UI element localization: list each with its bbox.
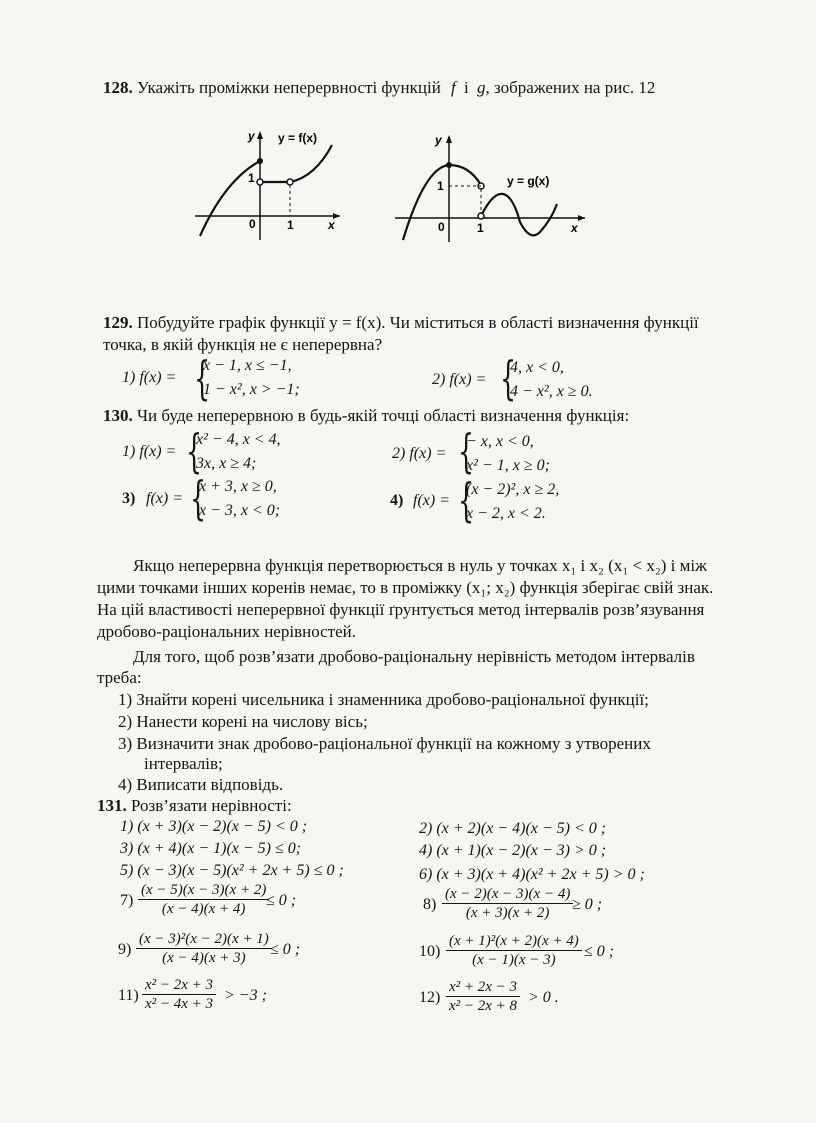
- problem-129-line1: [103, 313, 699, 333]
- x-axis-arrow: [578, 215, 585, 221]
- theory-para2-line2: треба:: [97, 668, 142, 687]
- ineq-8-label: 8): [423, 896, 437, 913]
- graph-f: [190, 125, 350, 245]
- brace: {: [458, 473, 475, 527]
- ineq-11-relation: > −3 ;: [224, 987, 267, 1004]
- step-2: 2) Нанести корені на числову вісь;: [118, 712, 368, 731]
- problem-129-line2: точка, в якій функція не є неперервна?: [103, 335, 383, 354]
- ineq-12-fraction: [446, 978, 520, 1015]
- problem-number: 128.: [103, 78, 133, 97]
- problem-130-header: [103, 406, 629, 426]
- numerator: (x − 2)(x − 3)(x − 4): [442, 885, 573, 904]
- denominator: x² − 2x + 8: [449, 998, 518, 1014]
- p129-item2-label: 2) f(x) =: [432, 371, 487, 388]
- y-axis-arrow: [257, 131, 263, 139]
- numerator: (x − 5)(x − 3)(x + 2): [138, 881, 269, 900]
- tick-label-x1: 1: [287, 218, 294, 232]
- brace: {: [186, 424, 203, 478]
- numerator: x² − 2x + 3: [142, 976, 216, 995]
- ineq-8-relation: ≥ 0 ;: [572, 896, 603, 913]
- ineq-1: 1) (x + 3)(x − 2)(x − 5) < 0 ;: [120, 818, 308, 835]
- ineq-3: 3) (x + 4)(x − 1)(x − 5) ≤ 0;: [120, 840, 302, 857]
- ineq-7-label: 7): [120, 892, 134, 909]
- and-word: і: [464, 78, 469, 97]
- ineq-9-label: 9): [118, 941, 132, 958]
- brace: {: [500, 351, 517, 405]
- ineq-9-fraction: [136, 930, 272, 967]
- ineq-8-fraction: [442, 885, 573, 922]
- p130-item3-top: x + 3, x ≥ 0,: [199, 478, 277, 495]
- numerator: (x − 3)²(x − 2)(x + 1): [136, 930, 272, 949]
- p129-item1-bottom: 1 − x², x > −1;: [203, 381, 300, 398]
- p130-item1-label: 1) f(x) =: [122, 443, 177, 460]
- p129-item2-top: 4, x < 0,: [510, 359, 564, 376]
- ineq-7-relation: ≤ 0 ;: [266, 892, 297, 909]
- theory-para1-line2: цими точками інших коренів немає, то в проміжку (x₁; x₂) функція зберігає свій знак.: [97, 578, 714, 597]
- tick-label-y1: 1: [248, 171, 255, 185]
- brace: {: [458, 424, 475, 478]
- ineq-11-fraction: [142, 976, 216, 1013]
- p130-item4-fx: f(x) =: [413, 492, 450, 509]
- ineq-11-label: 11): [118, 987, 139, 1004]
- ineq-10-label: 10): [419, 943, 441, 960]
- p130-item2-bottom: x² − 1, x ≥ 0;: [466, 457, 550, 474]
- ineq-12-relation: > 0 .: [528, 989, 559, 1006]
- x-label: x: [328, 218, 335, 232]
- problem-number: 130.: [103, 406, 133, 425]
- denominator: (x + 3)(x + 2): [465, 905, 550, 921]
- ineq-12-label: 12): [419, 989, 441, 1006]
- tick-label-y1: 1: [437, 179, 444, 193]
- p130-item2-top: − x, x < 0,: [466, 433, 534, 450]
- brace: {: [194, 351, 211, 405]
- problem-number: 131.: [97, 796, 127, 815]
- func-label: y = f(x): [278, 131, 318, 145]
- y-label: y: [248, 129, 255, 143]
- ineq-9-relation: ≤ 0 ;: [270, 941, 301, 958]
- theory-para1-line3: На цій властивості неперервної функції ґрунтується метод інтервалів розв’язування: [97, 600, 705, 619]
- p130-item1-bottom: 3x, x ≥ 4;: [196, 455, 257, 472]
- problem-131-header: [97, 796, 292, 816]
- ineq-7-fraction: [138, 881, 269, 918]
- step-1: 1) Знайти корені чисельника і знаменника дробово-раціональної функції;: [118, 690, 649, 709]
- theory-para1-line1: Якщо неперервна функція перетворюється в нуль у точках x₁ і x₂ (x₁ < x₂) і між: [133, 556, 707, 575]
- denominator: x² − 4x + 3: [145, 996, 214, 1012]
- ineq-2: 2) (x + 2)(x − 4)(x − 5) < 0 ;: [419, 820, 607, 837]
- brace: {: [190, 471, 207, 525]
- p130-item1-top: x² − 4, x < 4,: [196, 431, 281, 448]
- p129-item2-bottom: 4 − x², x ≥ 0.: [510, 383, 593, 400]
- denominator: (x − 4)(x + 4): [161, 901, 246, 917]
- ineq-10-relation: ≤ 0 ;: [584, 943, 615, 960]
- step-3: 3) Визначити знак дробово-раціональної функції на кожному з утворених: [118, 734, 651, 753]
- origin-label: 0: [438, 220, 445, 234]
- curve-wave: [481, 194, 557, 235]
- p129-item1-top: x − 1, x ≤ −1,: [203, 357, 292, 374]
- problem-text: Укажіть проміжки неперервності функцій: [137, 78, 441, 97]
- theory-para1-line4: дробово-раціональних нерівностей.: [97, 622, 356, 641]
- graph-g: [395, 132, 600, 247]
- numerator: x² + 2x − 3: [446, 978, 520, 997]
- problem-text: Розв’язати нерівності:: [131, 796, 292, 815]
- p130-item2-label: 2) f(x) =: [392, 445, 447, 462]
- ineq-5: 5) (x − 3)(x − 5)(x² + 2x + 5) ≤ 0 ;: [120, 862, 344, 879]
- open-point: [257, 179, 263, 185]
- problem-text: Побудуйте графік функції y = f(x). Чи міститься в області визначення функції: [137, 313, 699, 332]
- ineq-4: 4) (x + 1)(x − 2)(x − 3) > 0 ;: [419, 842, 607, 859]
- problem-text: Чи буде неперервною в будь-якій точці області визначення функція:: [137, 406, 630, 425]
- numerator: (x + 1)²(x + 2)(x + 4): [446, 932, 582, 951]
- p130-item3-bottom: x − 3, x < 0;: [199, 502, 281, 519]
- step-4: 4) Виписати відповідь.: [118, 775, 284, 794]
- y-label: y: [435, 133, 442, 147]
- ineq-10-fraction: [446, 932, 582, 969]
- y-axis-arrow: [446, 135, 452, 143]
- p130-item4-bottom: x − 2, x < 2.: [466, 505, 546, 522]
- problem-number: 129.: [103, 313, 133, 332]
- p129-item1-label: 1) f(x) =: [122, 369, 177, 386]
- p130-item3-fx: f(x) =: [146, 490, 183, 507]
- problem-128-header: [103, 78, 655, 98]
- curve-right: [290, 145, 332, 182]
- step-3-continuation: інтервалів;: [144, 754, 223, 773]
- origin-label: 0: [249, 217, 256, 231]
- ineq-6: 6) (x + 3)(x + 4)(x² + 2x + 5) > 0 ;: [419, 866, 645, 883]
- denominator: (x − 4)(x + 3): [162, 950, 246, 966]
- filled-point: [446, 162, 452, 168]
- denominator: (x − 1)(x − 3): [472, 952, 556, 968]
- filled-point: [257, 158, 263, 164]
- theory-para2-line1: Для того, щоб розв’язати дробово-раціональну нерівність методом інтервалів: [133, 647, 695, 666]
- x-label: x: [571, 221, 578, 235]
- p130-item3-label: 3): [122, 490, 136, 507]
- open-point: [287, 179, 293, 185]
- p130-item4-top: (x − 2)², x ≥ 2,: [466, 481, 560, 498]
- func-g: g: [477, 78, 486, 97]
- func-f: f: [451, 78, 456, 97]
- p130-item4-label: 4): [390, 492, 404, 509]
- func-label: y = g(x): [507, 174, 550, 188]
- tick-label-x1: 1: [477, 221, 484, 235]
- problem-tail: , зображених на рис. 12: [485, 78, 656, 97]
